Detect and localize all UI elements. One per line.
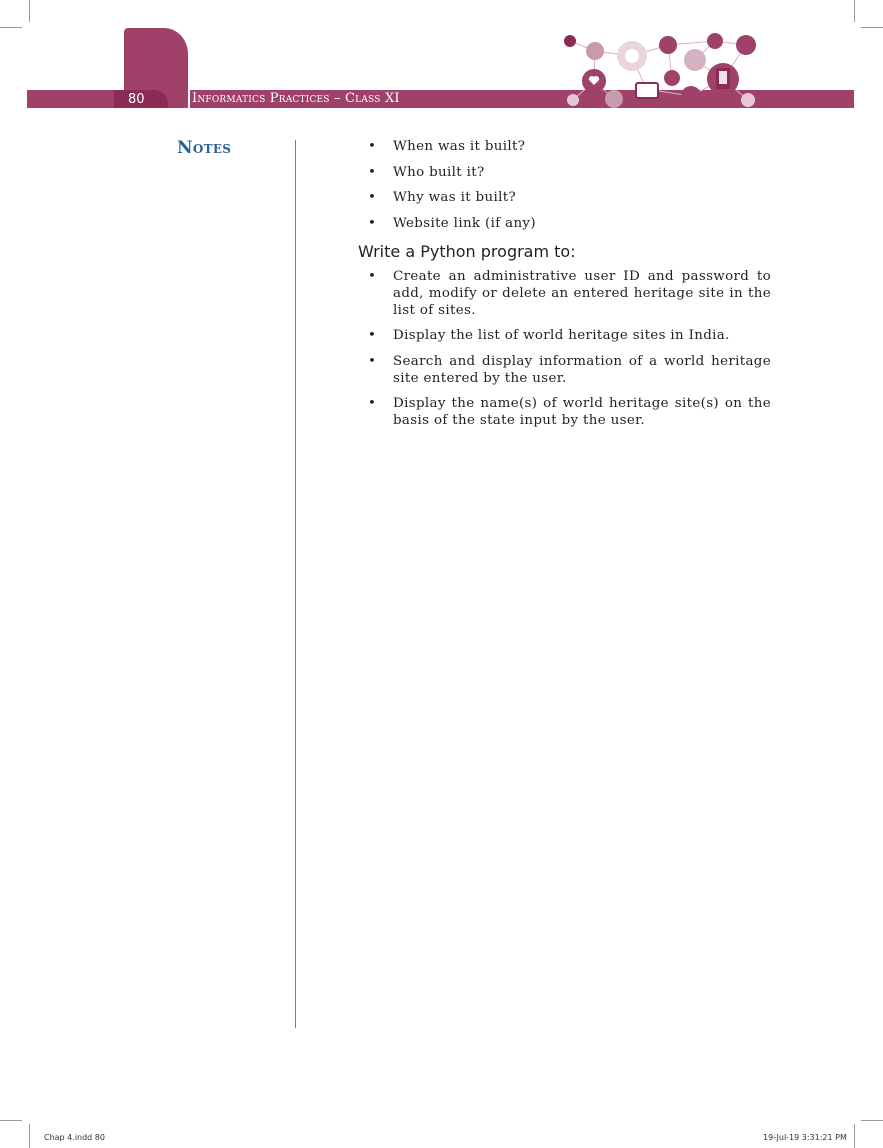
list-item [368,268,771,319]
bullet-icon: • [368,215,377,231]
running-head: Informatics Practices – Class XI [192,91,400,106]
bullet-icon: • [368,164,377,180]
crop-mark-top-left-v [29,0,30,22]
list-item-text: Search and display information of a world heritage site entered by the user. [393,353,771,386]
list-item-text: Website link (if any) [393,215,536,231]
list-item-text: When was it built? [393,139,526,154]
bullet-icon: • [368,269,377,284]
crop-mark-top-right-h [861,27,883,28]
list-item [368,327,771,344]
list-item-text: Create an administrative user ID and password to add, modify or delete an entered heritage site in the list of sites. [393,269,771,318]
social-network-graphic [556,28,766,112]
bullet-icon: • [368,190,377,206]
notes-label: Notes [177,138,232,158]
list-item-text: Display the name(s) of world heritage site(s) on the basis of the state input by the user. [393,396,771,429]
crop-mark-bottom-left-h [0,1120,22,1121]
crop-mark-top-left-h [0,27,22,28]
list-item [368,353,771,387]
crop-mark-bottom-left-v [29,1124,30,1148]
page-number: 80 [128,92,145,107]
list-item [368,395,771,429]
crop-mark-bottom-right-v [854,1124,855,1148]
list-item-text: Why was it built? [393,190,516,206]
list-item [368,215,771,232]
list-item-text: Display the list of world heritage sites in India. [393,328,730,344]
notes-divider [295,140,296,1028]
section-lead: Write a Python program to: [358,242,576,261]
bullet-icon: • [368,328,377,344]
program-task-list [368,268,771,438]
bullet-icon: • [368,353,377,369]
crop-mark-top-right-v [854,0,855,22]
slug-timestamp: 19-Jul-19 3:31:21 PM [763,1133,847,1142]
list-item [368,138,771,155]
list-item-text: Who built it? [393,164,485,180]
bullet-icon: • [368,396,377,412]
question-list [368,138,771,240]
bullet-icon: • [368,139,377,154]
crop-mark-bottom-right-h [861,1120,883,1121]
slug-file-info: Chap 4.indd 80 [44,1133,105,1142]
list-item [368,189,771,206]
list-item [368,164,771,181]
